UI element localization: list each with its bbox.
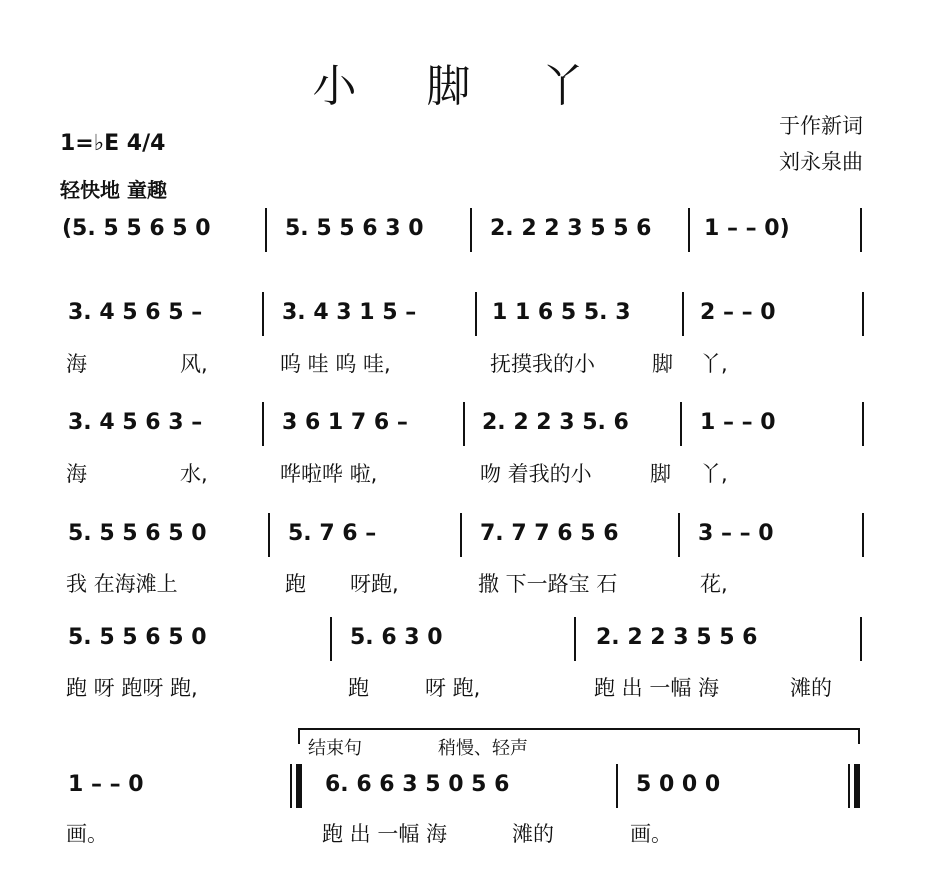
measure-16: 3 – – 0	[698, 521, 774, 546]
measure-8: 2 – – 0	[700, 300, 776, 325]
measure-13: 5. 5 5 6 5 0	[68, 521, 207, 546]
measure-9: 3. 4 5 6 3 –	[68, 410, 203, 435]
barline	[262, 292, 264, 336]
lyric: 跑 出 一幅 海	[322, 822, 448, 846]
lyric: 跑	[285, 572, 306, 596]
barline	[265, 208, 267, 252]
barline	[682, 292, 684, 336]
barline	[460, 513, 462, 557]
lyric: 撒 下一路宝 石	[478, 572, 618, 596]
lyric: 画。	[66, 822, 108, 846]
lyric: 呜 哇 呜 哇,	[280, 352, 391, 376]
measure-3: 2. 2 2 3 5 5 6	[490, 216, 652, 241]
barline	[268, 513, 270, 557]
measure-10: 3 6 1 7 6 –	[282, 410, 408, 435]
lyric: 哗啦哗 啦,	[280, 462, 378, 486]
barline	[463, 402, 465, 446]
barline	[862, 292, 864, 336]
barline	[475, 292, 477, 336]
barline	[862, 513, 864, 557]
measure-1: (5. 5 5 6 5 0	[62, 216, 211, 241]
lyric: 滩的	[790, 676, 832, 700]
measure-6: 3. 4 3 1 5 –	[282, 300, 417, 325]
lyric: 跑 呀 跑呀 跑,	[66, 676, 198, 700]
lyric: 画。	[630, 822, 672, 846]
lyric: 丫,	[700, 352, 728, 376]
measure-5: 3. 4 5 6 5 –	[68, 300, 203, 325]
lyric: 呀跑,	[350, 572, 399, 596]
repeat-barline	[296, 764, 302, 808]
final-barline-thick	[854, 764, 860, 808]
barline	[616, 764, 618, 808]
measure-18: 5. 6 3 0	[350, 625, 443, 650]
lyric: 水,	[180, 462, 208, 486]
barline	[680, 402, 682, 446]
barline	[290, 764, 292, 808]
lyric: 花,	[700, 572, 728, 596]
lyric: 丫,	[700, 462, 728, 486]
lyric: 海	[66, 352, 87, 376]
measure-19: 2. 2 2 3 5 5 6	[596, 625, 758, 650]
tempo-marking: 轻快地 童趣	[60, 178, 167, 202]
lyric: 我 在海滩上	[66, 572, 178, 596]
barline	[860, 208, 862, 252]
measure-12: 1 – – 0	[700, 410, 776, 435]
lyric: 吻 着我的小	[480, 462, 592, 486]
barline	[678, 513, 680, 557]
barline	[688, 208, 690, 252]
measure-17: 5. 5 5 6 5 0	[68, 625, 207, 650]
key-signature: 1=♭E 4/4	[60, 131, 166, 156]
lyric: 海	[66, 462, 87, 486]
ending-bracket-left	[298, 728, 300, 744]
lyric: 呀 跑,	[425, 676, 481, 700]
measure-2: 5. 5 5 6 3 0	[285, 216, 424, 241]
measure-11: 2. 2 2 3 5. 6	[482, 410, 629, 435]
lyric: 风,	[180, 352, 208, 376]
page-title: 小 脚 丫	[312, 61, 613, 112]
barline	[574, 617, 576, 661]
measure-15: 7. 7 7 6 5 6	[480, 521, 619, 546]
barline	[862, 402, 864, 446]
barline	[470, 208, 472, 252]
lyric: 跑	[348, 676, 369, 700]
ending-label: 结束句	[308, 738, 362, 759]
ending-instruction: 稍慢、轻声	[438, 738, 528, 759]
lyric: 脚	[650, 462, 671, 486]
barline	[262, 402, 264, 446]
lyricist-credit: 于作新词	[779, 114, 863, 138]
lyric: 跑 出 一幅 海	[594, 676, 720, 700]
composer-credit: 刘永泉曲	[779, 150, 863, 174]
ending-bracket-right	[858, 728, 860, 744]
ending-bracket	[298, 728, 860, 730]
measure-21: 6. 6 6 3 5 0 5 6	[325, 772, 510, 797]
measure-4: 1 – – 0)	[704, 216, 790, 241]
lyric: 抚摸我的小	[490, 352, 595, 376]
lyric: 滩的	[512, 822, 554, 846]
barline	[330, 617, 332, 661]
measure-14: 5. 7 6 –	[288, 521, 377, 546]
measure-20: 1 – – 0	[68, 772, 144, 797]
barline	[860, 617, 862, 661]
measure-22: 5 0 0 0	[636, 772, 721, 797]
final-barline-thin	[848, 764, 850, 808]
measure-7: 1 1 6 5 5. 3	[492, 300, 631, 325]
lyric: 脚	[652, 352, 673, 376]
